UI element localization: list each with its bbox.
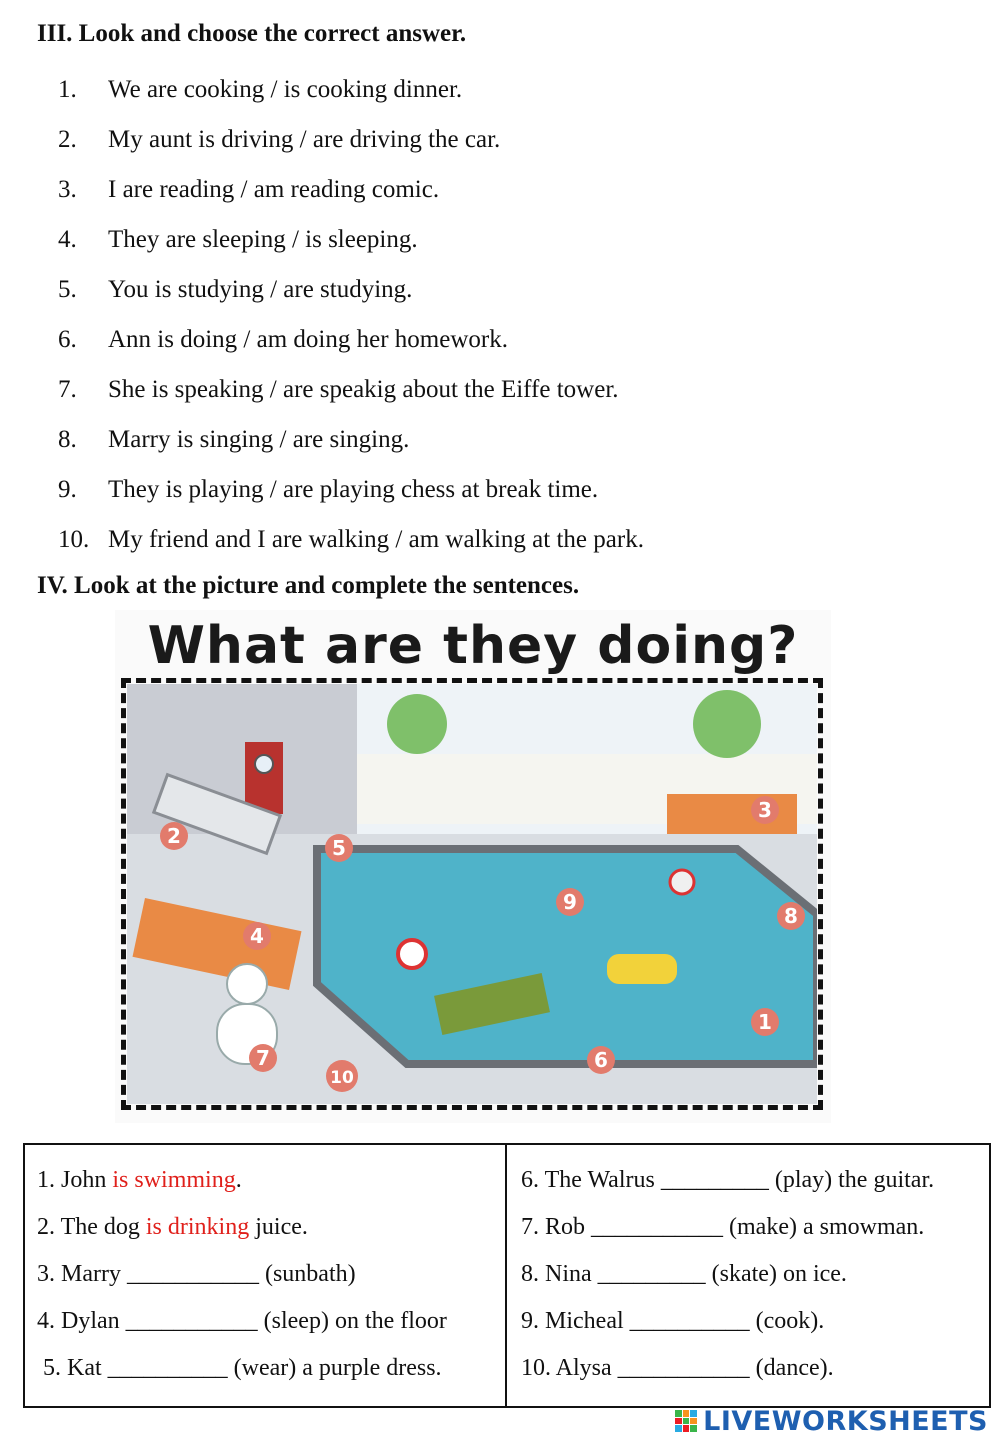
question-text[interactable]: She is speaking / are speakig about the Eiffe tower. xyxy=(108,376,619,403)
svg-text:1: 1 xyxy=(758,1010,772,1034)
question-number: 1. xyxy=(58,76,77,103)
liveworksheets-logo[interactable] xyxy=(675,1404,988,1438)
label-badge-7 xyxy=(249,1044,277,1072)
question-item xyxy=(58,265,644,315)
question-number: 8. xyxy=(58,426,77,453)
question-text[interactable]: My friend and I are walking / am walking at the park. xyxy=(108,526,644,553)
brand-text: LIVEWORKSHEETS xyxy=(703,1405,988,1437)
answer-row[interactable]: 9. Micheal __________ (cook). xyxy=(521,1308,825,1334)
question-item xyxy=(58,215,644,265)
answer-row[interactable]: 7. Rob ___________ (make) a smowman. xyxy=(521,1214,925,1240)
question-text[interactable]: Ann is doing / am doing her homework. xyxy=(108,326,508,353)
filled-answer[interactable]: is swimming xyxy=(112,1167,236,1193)
svg-text:9: 9 xyxy=(563,890,577,914)
question-item xyxy=(58,165,644,215)
question-number: 4. xyxy=(58,226,77,253)
answer-column-left xyxy=(25,1145,507,1406)
svg-text:2: 2 xyxy=(167,824,181,848)
question-text[interactable]: They is playing / are playing chess at break time. xyxy=(108,476,599,503)
label-badge-1 xyxy=(751,1008,779,1036)
answer-row[interactable]: 8. Nina _________ (skate) on ice. xyxy=(521,1261,847,1287)
question-item xyxy=(58,515,644,565)
label-badge-5 xyxy=(325,834,353,862)
svg-text:10: 10 xyxy=(330,1068,354,1088)
question-text[interactable]: My aunt is driving / are driving the car. xyxy=(108,126,501,153)
question-number: 5. xyxy=(58,276,77,303)
question-text[interactable]: They are sleeping / is sleeping. xyxy=(108,226,418,253)
question-list xyxy=(58,65,644,565)
label-badge-6 xyxy=(587,1046,615,1074)
answer-row[interactable]: 10. Alysa ___________ (dance). xyxy=(521,1355,834,1381)
answer-row[interactable]: 3. Marry ___________ (sunbath) xyxy=(37,1261,356,1287)
answer-column-right xyxy=(507,1145,989,1406)
question-item xyxy=(58,115,644,165)
svg-text:3: 3 xyxy=(758,798,772,822)
question-number: 2. xyxy=(58,126,77,153)
label-badge-2 xyxy=(160,822,188,850)
pool-scene-illustration xyxy=(127,684,817,1104)
svg-text:7: 7 xyxy=(256,1046,270,1070)
question-text[interactable]: We are cooking / is cooking dinner. xyxy=(108,76,463,103)
question-item xyxy=(58,65,644,115)
question-text[interactable]: I are reading / am reading comic. xyxy=(108,176,440,203)
question-item xyxy=(58,415,644,465)
label-badge-9 xyxy=(556,888,584,916)
question-text[interactable]: You is studying / are studying. xyxy=(108,276,413,303)
svg-text:5: 5 xyxy=(332,836,346,860)
svg-text:6: 6 xyxy=(594,1048,608,1072)
answer-table xyxy=(23,1143,991,1408)
question-item xyxy=(58,365,644,415)
label-badge-3 xyxy=(751,796,779,824)
filled-answer[interactable]: is drinking xyxy=(145,1214,250,1240)
section-4-title: IV. Look at the picture and complete the sentences. xyxy=(37,572,580,599)
brand-grid-icon xyxy=(675,1410,697,1432)
section-3-title: III. Look and choose the correct answer. xyxy=(37,20,467,47)
picture-title: What are they doing? xyxy=(147,616,799,676)
answer-row[interactable]: 5. Kat __________ (wear) a purple dress. xyxy=(37,1355,442,1381)
question-number: 6. xyxy=(58,326,77,353)
question-number: 7. xyxy=(58,376,77,403)
question-number: 3. xyxy=(58,176,77,203)
svg-text:4: 4 xyxy=(250,924,264,948)
question-item xyxy=(58,315,644,365)
scene-picture xyxy=(115,610,831,1123)
svg-text:8: 8 xyxy=(784,904,798,928)
answer-row[interactable]: 6. The Walrus _________ (play) the guitar. xyxy=(521,1167,935,1193)
question-text[interactable]: Marry is singing / are singing. xyxy=(108,426,410,453)
question-number: 10. xyxy=(58,526,90,553)
answer-row: 2. The dog is drinking juice. xyxy=(37,1214,308,1240)
label-badge-10 xyxy=(326,1060,358,1092)
label-badge-4 xyxy=(243,922,271,950)
answer-row[interactable]: 4. Dylan ___________ (sleep) on the floor xyxy=(37,1308,447,1334)
question-number: 9. xyxy=(58,476,77,503)
label-badge-8 xyxy=(777,902,805,930)
answer-row: 1. John is swimming . xyxy=(37,1167,242,1193)
question-item xyxy=(58,465,644,515)
